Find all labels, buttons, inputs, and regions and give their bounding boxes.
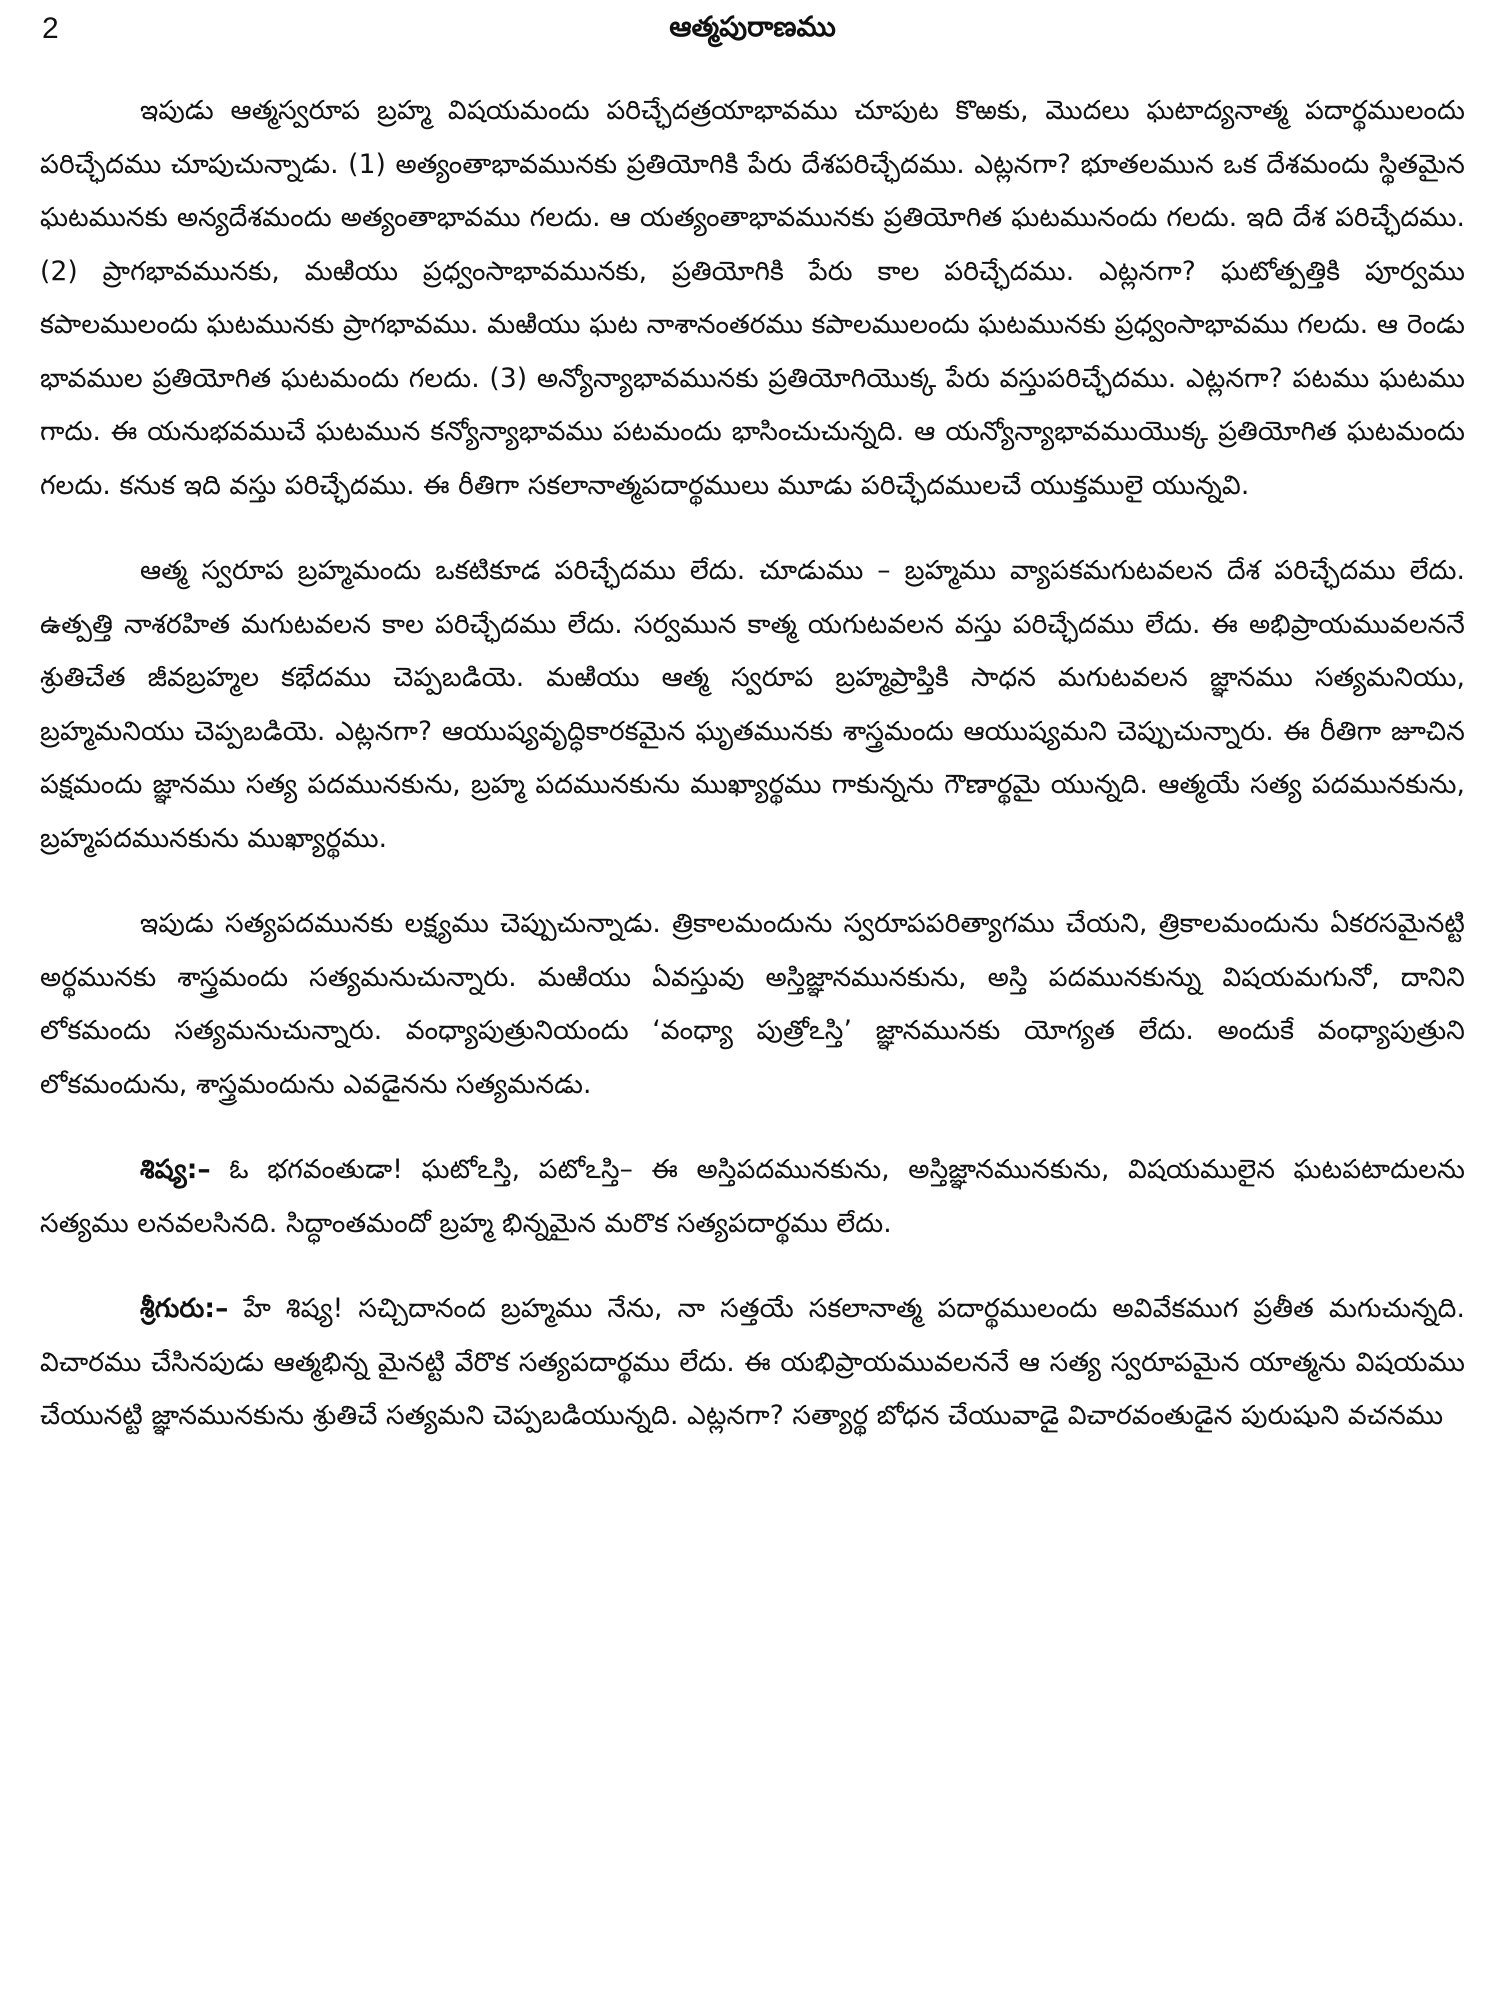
paragraph-text: ఓ భగవంతుడా! ఘటోఽస్తి, పటోఽస్తి– ఈ అస్తిపదమునకును, అస్తిజ్ఞానమునకును, విషయములైన ఘటపటాదులను సత్యము లనవలసినది. సిద్ధాంతమందో బ్రహ్మ భిన్నమైన మరొక సత్యపదార్థము లేదు.	[40, 1154, 1465, 1239]
paragraph-text: ఇపుడు సత్యపదమునకు లక్ష్యము చెప్పుచున్నాడు. త్రికాలమందును స్వరూపపరిత్యాగము చేయని, త్రికాలమందును ఏకరసమైనట్టి అర్థమునకు శాస్త్రమందు సత్యమనుచున్నారు. మఱియు ఏవస్తువు అస్తిజ్ఞానమునకును, అస్తి పదమునకున్ను విషయమగునో, దానిని లోకమందు సత్యమనుచున్నారు. వంధ్యాపుత్రునియందు ‘వంధ్యా పుత్రోఽస్తి’ జ్ఞానమునకు యోగ్యత లేదు. అందుకే వంధ్యాపుత్రుని లోకమందును, శాస్త్రమందును ఎవడైనను సత్యమనడు.	[40, 908, 1465, 1100]
paragraph-2	[40, 544, 1465, 865]
document-page	[40, 0, 1465, 2000]
body-text	[40, 84, 1465, 1443]
paragraph-text: హే శిష్య! సచ్చిదానంద బ్రహ్మము నేను, నా సత్తయే సకలానాత్మ పదార్థములందు అవివేకముగ ప్రతీత మగుచున్నది. విచారము చేసినపుడు ఆత్మభిన్న మైనట్టి వేరొక సత్యపదార్థము లేదు. ఈ యభిప్రాయమువలననే ఆ సత్య స్వరూపమైన యాత్మను విషయము చేయునట్టి జ్ఞానమునకును శ్రుతిచే సత్యమని చెప్పబడియున్నది. ఎట్లనగా? సత్యార్థ బోధన చేయువాడై విచారవంతుడైన పురుషుని వచనము	[40, 1293, 1466, 1431]
paragraph-4-disciple	[40, 1143, 1465, 1250]
paragraph-3	[40, 897, 1465, 1111]
paragraph-text: ఆత్మ స్వరూప బ్రహ్మమందు ఒకటికూడ పరిచ్ఛేదము లేదు. చూడుము – బ్రహ్మము వ్యాపకమగుటవలన దేశ పరిచ్ఛేదము లేదు. ఉత్పత్తి నాశరహిత మగుటవలన కాల పరిచ్ఛేదము లేదు. సర్వమున కాత్మ యగుటవలన వస్తు పరిచ్ఛేదము లేదు. ఈ అభిప్రాయమువలననే శ్రుతిచేత జీవబ్రహ్మల కభేదము చెప్పబడియె. మఱియు ఆత్మ స్వరూప బ్రహ్మప్రాప్తికి సాధన మగుటవలన జ్ఞానము సత్యమనియు, బ్రహ్మమనియు చెప్పబడియె. ఎట్లనగా? ఆయుష్యవృద్ధికారకమైన ఘృతమునకు శాస్త్రమందు ఆయుష్యమని చెప్పుచున్నారు. ఈ రీతిగా జూచిన పక్షమందు జ్ఞానము సత్య పదమునకును, బ్రహ్మ పదమునకును ముఖ్యార్థము గాకున్నను గౌణార్థమై యున్నది. ఆత్మయే సత్య పదమునకును, బ్రహ్మపదమునకును ముఖ్యార్థము.	[40, 555, 1465, 854]
running-title: ఆత్మపురాణము	[669, 10, 836, 43]
page-header	[40, 10, 1465, 62]
speaker-label: శ్రీగురు:–	[140, 1293, 229, 1324]
speaker-label: శిష్య:–	[140, 1154, 211, 1185]
paragraph-1	[40, 84, 1465, 512]
paragraph-5-guru	[40, 1282, 1465, 1443]
paragraph-text: ఇపుడు ఆత్మస్వరూప బ్రహ్మ విషయమందు పరిచ్ఛేదత్రయాభావము చూపుట కొఱకు, మొదలు ఘటాద్యనాత్మ పదార్థములందు పరిచ్ఛేదము చూపుచున్నాడు. (1) అత్యంతాభావమునకు ప్రతియోగికి పేరు దేశపరిచ్ఛేదము. ఎట్లనగా? భూతలమున ఒక దేశమందు స్థితమైన ఘటమునకు అన్యదేశమందు అత్యంతాభావము గలదు. ఆ యత్యంతాభావమునకు ప్రతియోగిత ఘటమునందు గలదు. ఇది దేశ పరిచ్ఛేదము. (2) ప్రాగభావమునకు, మఱియు ప్రధ్వంసాభావమునకు, ప్రతియోగికి పేరు కాల పరిచ్ఛేదము. ఎట్లనగా? ఘటోత్పత్తికి పూర్వము కపాలములందు ఘటమునకు ప్రాగభావము. మఱియు ఘట నాశానంతరము కపాలములందు ఘటమునకు ప్రధ్వంసాభావము గలదు. ఆ రెండు భావముల ప్రతియోగిత ఘటమందు గలదు. (3) అన్యోన్యాభావమునకు ప్రతియోగియొక్క పేరు వస్తుపరిచ్ఛేదము. ఎట్లనగా? పటము ఘటము గాదు. ఈ యనుభవముచే ఘటమున కన్యోన్యాభావము పటమందు భాసించుచున్నది. ఆ యన్యోన్యాభావముయొక్క ప్రతియోగిత ఘటమందు గలదు. కనుక ఇది వస్తు పరిచ్ఛేదము. ఈ రీతిగా సకలానాత్మపదార్థములు మూడు పరిచ్ఛేదములచే యుక్తములై యున్నవి.	[40, 95, 1465, 501]
page-number: 2	[42, 12, 59, 45]
